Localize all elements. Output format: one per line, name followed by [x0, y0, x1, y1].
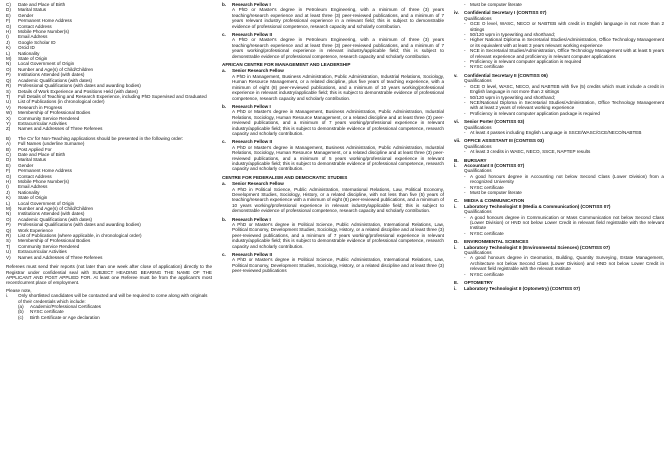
list-item: J) Google Scholar ID — [6, 39, 56, 45]
qualification-item: - A good honours degree in Accounting not below Second Class (Lower Division) from a recognized University — [464, 173, 664, 185]
list-item: D) Marital Status — [6, 157, 47, 163]
shortlist-note: i. Only shortlisted candidates will be contacted and will be required to come along with originals of their credentials which include: — [6, 293, 208, 304]
qualification-item: - Higher National Diploma in Secretarial Studies/Administration, Office Technology Management or its equivalent with at least 3 years relevant working experience — [464, 37, 664, 48]
qualification-item: - NCE/National Diploma in Secretarial Studies/Administration, Office Technology Management with at least 2 years of relevant working experience — [464, 99, 664, 111]
list-item: T) Full Details of Teaching and Research Experience, including PhD Supervised and Graduated — [6, 93, 207, 99]
list-item: U) Extracurricular Activities — [6, 249, 67, 255]
list-item: Z) Names and Addresses of Three Referees — [6, 126, 103, 132]
list-item: V) Names and Addresses of Three Referees — [6, 254, 103, 260]
qualification-item: - NYSC certificate — [464, 184, 504, 190]
cs2-qualifications — [454, 84, 664, 116]
section-environmental: D. ENVIRONMENTAL SCIENCES i. Laboratory Technologist II (Environmental Sciences) (CONTISS 07) Qualifications - A good honours degree in Geomatics, Building, Quantity Surveying, Estate Management, Architecture not below Second Class (Lower Division) and HND not below Lower Credit in relevant field registrable with the relevant Institute - NYSC certificate — [454, 239, 664, 277]
qualification-item: - NYSC certificate — [464, 271, 504, 277]
section-bursary: B. BURSARY i. Accountant II (CONTISS 07) Qualifications - A good honours degree in Accounting not below Second Class (Lower Division) from a recognized University - NYSC certificate - Must be computer literate — [454, 157, 664, 195]
list-item: Y) Extracurricular Activities — [6, 120, 67, 126]
list-item: I) Email Address — [6, 184, 48, 190]
column-cv-requirements — [6, 2, 212, 472]
post-senior-research-fellow-federalism: a. Senior Research Fellow A PhD in Political Science, Public Administration, International Relations, Law, Political Economy, Development Studies, Sociology, History, or a related discipline, with not less than five (5) years of teaching/research experience with a minimum of eight (8) peer-reviewed publications, and a minimum of 10 years working/professional experience in relevant industry/applicable field; this is subject to demonstrable evidence of professional competence, research capacity and scholarly contribution. — [222, 181, 444, 214]
list-item: C) Date and Place of Birth — [6, 151, 66, 157]
list-item: H) Mobile Phone Number(s) — [6, 29, 70, 35]
list-item: N) Institutions Attended (with dates) — [6, 211, 85, 217]
qualification-item: - 50/120 wpm in typewriting and shorthand; — [464, 32, 556, 38]
qualification-item: - At least 4 passes including English Language in SSCE/WASC/GCE/NECO/NABTEB — [464, 129, 642, 135]
list-item: H) Mobile Phone Number(s) — [6, 179, 70, 184]
oa-qualifications — [454, 149, 664, 154]
section-heading-management-centre: AFRICAN CENTRE FOR MANAGEMENT AND LEADERSHIP — [222, 62, 351, 68]
post-research-fellow-1: b. Research Fellow I A PhD or Master's degree in Petroleum Engineering, with a minimum of three (3) years teaching/research experience and at least three (3) peer-reviewed publications, and a minimum of 7 years relevant industry professional experience in a relevant field; this is subject to demonstrable evidence of professional competence, research capacity and scholarly contribution. — [222, 2, 444, 29]
qualification-item: - GCE O level, WASC, NECO or NABTEB with credit in English language in not more than 2 sittings — [464, 21, 664, 32]
document-item: (c) Birth Certificate or Age declaration — [18, 314, 100, 320]
top-line: - Must be computer literate — [464, 2, 522, 7]
list-item: P) Professional Qualifications (with dates and awarding bodies) — [6, 222, 141, 228]
list-item: T) Community Service Rendered — [6, 243, 80, 249]
qualification-item: - A good honours degree in Geomatics, Building, Quantity Surveying, Estate Management, Architecture not below Second Class (Lower Division) and HND not below Lower Credit in relevant field registrable with the relevant Institute — [464, 255, 664, 272]
post-research-fellow-2-management: c. Research Fellow II A PhD or Master's degree in Management, Business Administration, Public Administration, Industrial Relations, Sociology, Human Resource Management, or a related discipline and at least three (3) peer-reviewed publications, and a minimum of 5 years working/professional experience in relevant industry/applicable field; this is subject to demonstrable evidence of professional competence, research capacity and scholarly contribution. — [222, 139, 444, 172]
list-item: C) Date and Place of Birth — [6, 2, 66, 7]
qualification-item: - A good honours degree in Communication or Mass Communication not below Second Class (Lower Division) or HND not below Lower Credit in relevant field registrable with the relevant Institute — [464, 214, 664, 231]
list-item: J) Nationality — [6, 189, 40, 195]
list-item: A) Full Names (underline Surname) — [6, 141, 85, 147]
qualification-item: - At least 3 credits in WAEC, NECO, SSCE, NAPTEP results — [464, 149, 591, 155]
list-item: V) Research in Progress — [6, 104, 63, 110]
section-media: C. MEDIA & COMMUNICATION i. Laboratory Technologist II (Media & Communication) (CONTISS 07) Qualifications - A good honours degree in Communication or Mass Communication not below Second Class (Lower Division) or HND not below Lower Credit in relevant field registrable with the relevant Institute - NYSC certificate — [454, 198, 664, 236]
cv-nonteaching-list — [6, 141, 212, 260]
list-item: S) Details of Work Experience and Positions Held (with dates) — [6, 88, 138, 94]
post-research-fellow-1-management: b. Research Fellow I A PhD or Master's degree in Management, Business Administration, Public Administration, Industrial Relations, Sociology, Human Resource Management, or a related discipline and at least three (3) peer-reviewed publications, and a minimum of 7 years working/professional experience in relevant industry/applicable field; this is subject to demonstrable evidence of professional competence, research capacity and scholarly contribution. — [222, 103, 444, 136]
qualification-item: - GCE O level, WASC, NECO, and NABTEB with five (5) credits which must include a credit in English language in not more than 2 sittings — [464, 83, 664, 95]
qualification-item: - NCE in Secretarial Studies/Administration, Office Technology Management with at least 5 years of relevant experience and proficiency in relevant computer applications — [464, 48, 664, 59]
section-optometry: E. OPTOMETRY i. Laboratory Technologist II (Optometry) (CONTISS 07) — [454, 280, 581, 291]
qualification-item: - NYSC certificate — [464, 230, 504, 236]
column-research-posts — [222, 2, 444, 472]
list-item: W) Membership of Professional Bodies — [6, 110, 91, 116]
cv-teaching-list — [6, 2, 212, 132]
list-item: G) Contact Address — [6, 23, 52, 29]
list-item: I) Email Address — [6, 34, 48, 40]
referees-note: Referees must send their reports (not later than one week after close of application) directly to the Registrar under confidential seal with SUBJECT HEADING BEARING THE NAME OF THE APPLICANT AND POST APPLIED FOR. At least one Referee must be from the applicant's most recent/current place of employment. — [6, 264, 212, 286]
list-item: E) Gender — [6, 162, 34, 168]
lt1-qualifications — [454, 215, 664, 237]
qualification-item: - Must be computer literate — [464, 190, 522, 195]
list-item: K) State of Origin — [6, 195, 48, 201]
sp-qualifications — [454, 130, 664, 135]
list-item: L) Local Government of Origin — [6, 200, 75, 206]
list-item: R) Professional Qualifications (with dates and awarding bodies) — [6, 83, 141, 89]
please-note: Please note, — [6, 287, 32, 293]
list-item: G) Contact Address — [6, 173, 52, 179]
cv-nonteaching-intro: B) The CV for Non-Teaching applications should be presented in the following order: — [6, 135, 184, 141]
list-item: O) Number and Age(s) of Child/Children — [6, 66, 94, 72]
list-item: M) State of Origin — [6, 56, 48, 62]
post-senior-porter: vi. Senior Porter (CONTISS 03) Qualifications - At least 4 passes including English Language in SSCE/WASC/GCE/NECO/NABTEB — [454, 119, 664, 135]
post-office-assistant: vii. OFFICE ASSISTANT III (CONTISS 03) Qualifications - At least 3 credits in WAEC, NECO, SSCE, NAPTEP results — [454, 138, 664, 154]
qualification-item: - Proficiency in relevant computer application package is required — [464, 110, 600, 116]
qualification-item: - Proficiency in relevant computer application is required — [464, 59, 582, 65]
post-research-fellow-2: c. Research Fellow II A PhD or Master's degree in Petroleum Engineering, with a minimum of three (3) years teaching/research experience and at least three (3) peer-reviewed publications, and a minimum of 7 years working/professional experience in relevant industry/applicable field; this is subject to demonstrable evidence of professional competence, research capacity and scholarly contribution. — [222, 32, 444, 59]
post-research-fellow-1-federalism: b. Research Fellow I A PhD or Master's degree in Political Science, Public Administration, International Relations, Law, Political Economy, Development Studies, Sociology, History, or a related discipline and at least three (3) peer-reviewed publications, and a minimum of 7 years working/professional experience in relevant industry/applicable field; this is subject to demonstrable evidence of professional competence, research capacity and scholarly contribution. — [222, 216, 444, 249]
list-item: O) Academic Qualifications (with dates) — [6, 216, 93, 222]
list-item: M) Number and Age(s) of Child/Children — [6, 206, 94, 212]
list-item: E) Gender — [6, 12, 34, 18]
required-documents-list — [6, 304, 212, 320]
post-confidential-secretary-1: iv. Confidential Secretary I (CONTISS 07) Qualifications - GCE O level, WASC, NECO or NABTEB with credit in English language in not more than 2 sittings - 50/120 wpm in typewriting and shorthand; - Higher National Diploma in Secretarial Studies/Administration, Office Technology Management or its equivalent with at least 3 years relevant working experience - NCE in Secretarial Studies/Administration, Office Technology Management with at least 5 years of relevant experience and proficiency in relevant computer applications - Proficiency in relevant computer application is required - NYSC certificate — [454, 10, 664, 70]
section-heading-federalism-centre: CENTRE FOR FEDERALISM AND DEMOCRATIC STUDIES — [222, 174, 348, 180]
list-item: S) Membership of Professional Bodies — [6, 238, 91, 244]
qualification-item: - 50/120 wpm in typewriting and shorthand; — [464, 94, 556, 100]
list-item: P) Institutions Attended (with dates) — [6, 72, 85, 78]
list-item: R) List of Publications (where applicable, in chronological order) — [6, 233, 142, 239]
post-senior-research-fellow: a. Senior Research Fellow A PhD in Management, Business Administration, Public Administration, Industrial Relations, Sociology, Human Resource Management, or a related discipline, plus five years of teaching experience, with a minimum of eight (8) peer-reviewed publications, and a minimum of 10 years working/professional experience in relevant industry/applicable field; this is subject to demonstrable evidence of professional competence, research capacity and scholarly contribution. — [222, 68, 444, 101]
cs1-qualifications — [454, 21, 664, 70]
list-item: K) Orcid ID — [6, 45, 35, 51]
list-item: B) Post Applied For — [6, 146, 52, 152]
list-item: N) Local Government of Origin — [6, 61, 75, 67]
list-item: L) Nationality — [6, 50, 40, 56]
lt2-qualifications — [454, 255, 664, 277]
list-item: X) Community Service Rendered — [6, 115, 80, 121]
document-item: (b) NYSC certificate — [18, 309, 64, 315]
list-item: Q) Work Experience — [6, 227, 53, 233]
list-item: F) Permanent Home Address — [6, 18, 72, 24]
list-item: U) List of Publications (in chronological order) — [6, 99, 105, 105]
qualification-item: - NYSC certificate — [464, 64, 504, 70]
list-item: Q) Academic Qualifications (with dates) — [6, 77, 93, 83]
post-confidential-secretary-2: v. Confidential Secretary II (CONTISS 06) Qualifications - GCE O level, WASC, NECO, and NABTEB with five (5) credits which must include a credit in English language in not more than 2 sittings - 50/120 wpm in typewriting and shorthand; - NCE/National Diploma in Secretarial Studies/Administration, Office Technology Management with at least 2 years of relevant working experience - Proficiency in relevant computer application package is required — [454, 72, 664, 116]
list-item: D) Marital Status — [6, 7, 47, 13]
acc-qualifications — [454, 174, 664, 196]
post-research-fellow-2-federalism: c. Research Fellow II A PhD or Master's degree in Political Science, Public Administration, International Relations, Law, Political Economy, Development Studies, Sociology, History, or a related discipline and at least three (3) peer-reviewed publications — [222, 252, 444, 274]
document-item: (a) Academic/Professional Certificates — [18, 303, 101, 309]
list-item: F) Permanent Home Address — [6, 168, 72, 174]
column-nonteaching-posts — [454, 2, 664, 472]
